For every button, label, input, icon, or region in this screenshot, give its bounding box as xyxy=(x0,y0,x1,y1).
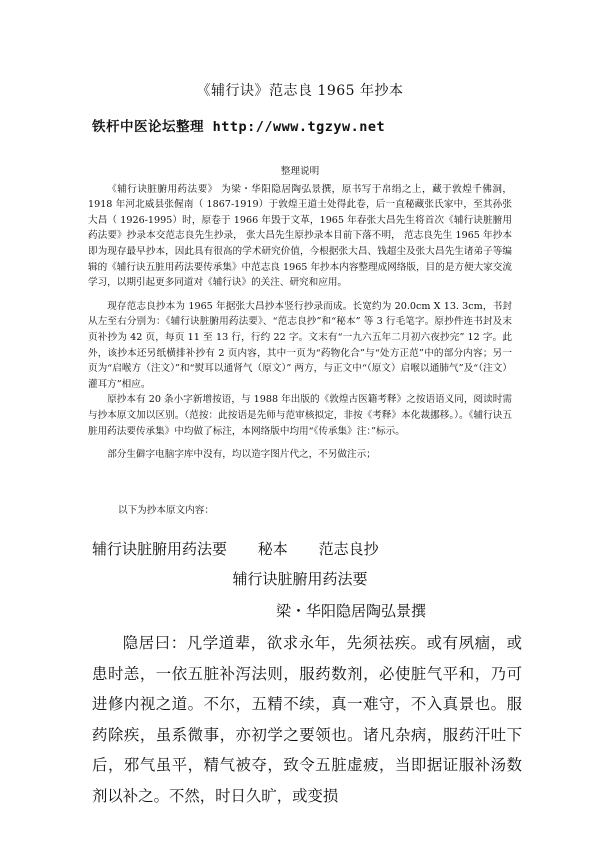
notes-heading: 整理说明 xyxy=(280,166,320,177)
notes-paragraph: 现存范志良抄本为 1965 年据张大昌抄本竖行抄录而成。长宽约为 20.0cm X 13. 3cm，书封从左至右分别为：《辅行诀脏腑用药法要》、“范志良抄”和“秘本” 等 3 行毛笔字。原抄件连书封及末页补抄为 42 页，每页 11 至 13 行，行约 22 字。文末有“一九六五年二月初六夜抄完” 12 字。此外，该抄本还另纸横排补抄有 2 页内容，其中一页为“药物化合”与“处方正范”中的部分内容；另一页为“启喉方（注文）”和“熨耳以通肾气（原文）” 两方，与正文中“（原文）启喉以通肺气”及“（注文）灌耳方”相应。 xyxy=(88,300,512,390)
editorial-notes xyxy=(88,164,512,463)
author-line: 梁・华阳隐居陶弘景撰 xyxy=(276,602,427,620)
notes-paragraph: 原抄本有 20 条小字新增按语，与 1988 年出版的《敦煌古医籍考释》之按语语义同，阅读时需与抄本原文加以区别。（范按：此按语是先师与范审核拟定，非按《考释》本化裁挪移。）。《辅行诀五脏用药法要传承集》中均做了标注，本网络版中均用“《传承集》注：”标示。 xyxy=(88,394,512,437)
document-title: 《辅行诀》范志良 1965 年抄本 xyxy=(196,83,404,99)
notes-paragraph: 部分生僻字电脑字库中没有，均以造字图片代之，不另做注示； xyxy=(107,449,376,461)
sub-title: 辅行诀脏腑用药法要 xyxy=(232,570,368,588)
source-line: 铁杆中医论坛整理 http://www.tgzyw.net xyxy=(92,119,386,135)
main-title-label: 秘本 xyxy=(257,540,288,558)
main-title xyxy=(92,538,405,559)
preface-line: 以下为抄本原文内容： xyxy=(118,505,214,516)
main-title-book: 辅行诀脏腑用药法要 xyxy=(92,540,228,558)
notes-paragraph: 《辅行诀脏腑用药法要》 为梁・华阳隐居陶弘景撰，原书写于帛绢之上，藏于敦煌千佛洞，1918 年河北威县张偓南（ 1867-1919）于敦煌王道士处得此卷，后一直秘藏张氏家中，至其孙张大昌（ 1926-1995）时，原卷于 1966 年毁于文革，1965 年春张大昌先生将首次《辅行诀脏腑用药法要》抄录本交范志良先生抄录， 张大昌先生原抄录本目前下落不明， 范志良先生 1965 年抄本即为现存最早抄本，因此具有很高的学术研究价值，今根据张大昌、钱超尘及张大昌先生诸弟子等编辑的《辅行诀五脏用药法要传承集》中范志良 1965 年抄本内容整理成网络版，目的是方便大家交流学习，以期引起更多同道对《辅行诀》的关注、研究和应用。 xyxy=(88,183,512,289)
body-text: 隐居曰：凡学道辈，欲求永年，先须祛疾。或有夙痼，或患时恙，一依五脏补泻法则，服药数剂，必使脏气平和，乃可进修内视之道。不尔，五精不续，真一难守，不入真景也。服药除疾，虽系微事，亦初学之要领也。诸凡杂病，服药汗吐下后，邪气虽平，精气被夺，致令五脏虚疲，当即据证服补汤数剂以补之。不然，时日久旷，或变损 xyxy=(92,634,522,805)
main-title-copyist: 范志良抄 xyxy=(318,540,379,558)
